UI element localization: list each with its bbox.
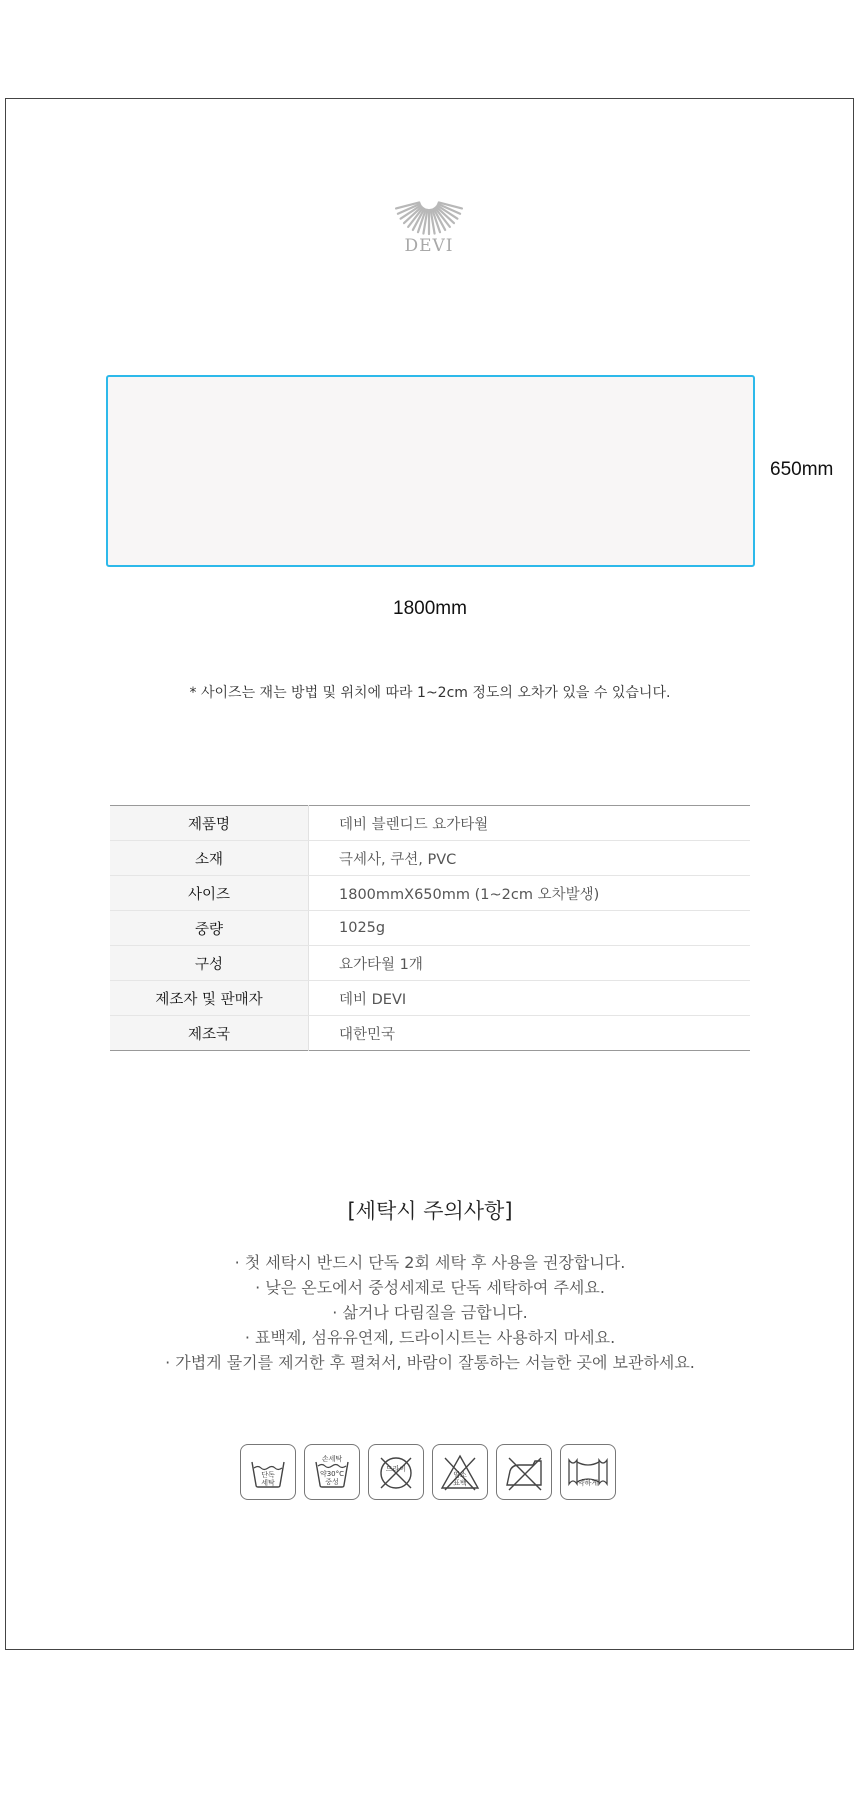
spec-row: [110, 876, 750, 911]
care-item: · 표백제, 섬유유연제, 드라이시트는 사용하지 마세요.: [244, 1328, 616, 1347]
icon-text: 중성: [325, 1478, 339, 1486]
icon-text: 단독: [261, 1471, 275, 1479]
wring-gently-icon: [560, 1444, 616, 1500]
care-item: · 낮은 온도에서 중성세제로 단독 세탁하여 주세요.: [255, 1278, 605, 1297]
icon-text: 표백: [453, 1479, 467, 1487]
icon-text: 세탁: [261, 1479, 275, 1487]
towel-size-diagram: [106, 375, 755, 567]
spec-row: [110, 911, 750, 946]
spec-value: 대한민국: [339, 1026, 396, 1043]
care-title: [세탁시 주의사항]: [347, 1199, 513, 1223]
care-item: · 가볍게 물기를 제거한 후 펼쳐서, 바람이 잘통하는 서늘한 곳에 보관하세요.: [165, 1353, 695, 1372]
spec-row: [110, 806, 750, 841]
spec-value: 극세사, 쿠션, PVC: [309, 841, 751, 876]
spec-label: 구성: [110, 946, 309, 981]
width-label: 1800mm: [393, 598, 467, 619]
icon-text: 약하게: [577, 1479, 599, 1487]
care-item: · 첫 세탁시 반드시 단독 2회 세탁 후 사용을 권장합니다.: [234, 1253, 626, 1272]
spec-row: [110, 1016, 750, 1051]
logo-text: DEVI: [404, 236, 454, 256]
sunburst-logo-icon: [390, 196, 468, 238]
size-note: * 사이즈는 재는 방법 및 위치에 따라 1~2cm 정도의 오차가 있을 수 있습니다.: [189, 685, 671, 701]
no-bleach-icon: [432, 1444, 488, 1500]
spec-value: 데비 블렌디드 요가타월: [309, 806, 751, 841]
spec-table: [110, 805, 750, 1051]
no-dry-clean-icon: [368, 1444, 424, 1500]
care-item: · 삶거나 다림질을 금합니다.: [332, 1303, 528, 1322]
height-label: 650mm: [770, 459, 834, 480]
spec-row: [110, 981, 750, 1016]
icon-text: 약30°C: [319, 1470, 345, 1478]
spec-label: 소재: [110, 841, 309, 876]
icon-text: 드라이: [385, 1465, 407, 1473]
spec-value: 1025g: [309, 911, 751, 946]
icon-text: 손세탁: [321, 1455, 343, 1463]
no-iron-icon: [496, 1444, 552, 1500]
spec-value: 요가타월 1개: [309, 946, 751, 981]
brand-logo: [390, 196, 468, 258]
care-icons: [240, 1444, 620, 1502]
spec-label: 사이즈: [110, 876, 309, 911]
care-list: [80, 1250, 780, 1375]
icon-text: 염소: [453, 1471, 467, 1479]
spec-label: 제품명: [110, 806, 309, 841]
spec-label: 제조국: [110, 1016, 309, 1051]
spec-value: 1800mmX650mm (1~2cm 오차발생): [309, 876, 751, 911]
wash-separately-icon: [240, 1444, 296, 1500]
spec-label: 제조자 및 판매자: [110, 981, 309, 1016]
spec-row: [110, 841, 750, 876]
spec-row: [110, 946, 750, 981]
hand-wash-30-icon: [304, 1444, 360, 1500]
spec-value: 데비 DEVI: [309, 981, 751, 1016]
spec-label: 중량: [110, 911, 309, 946]
